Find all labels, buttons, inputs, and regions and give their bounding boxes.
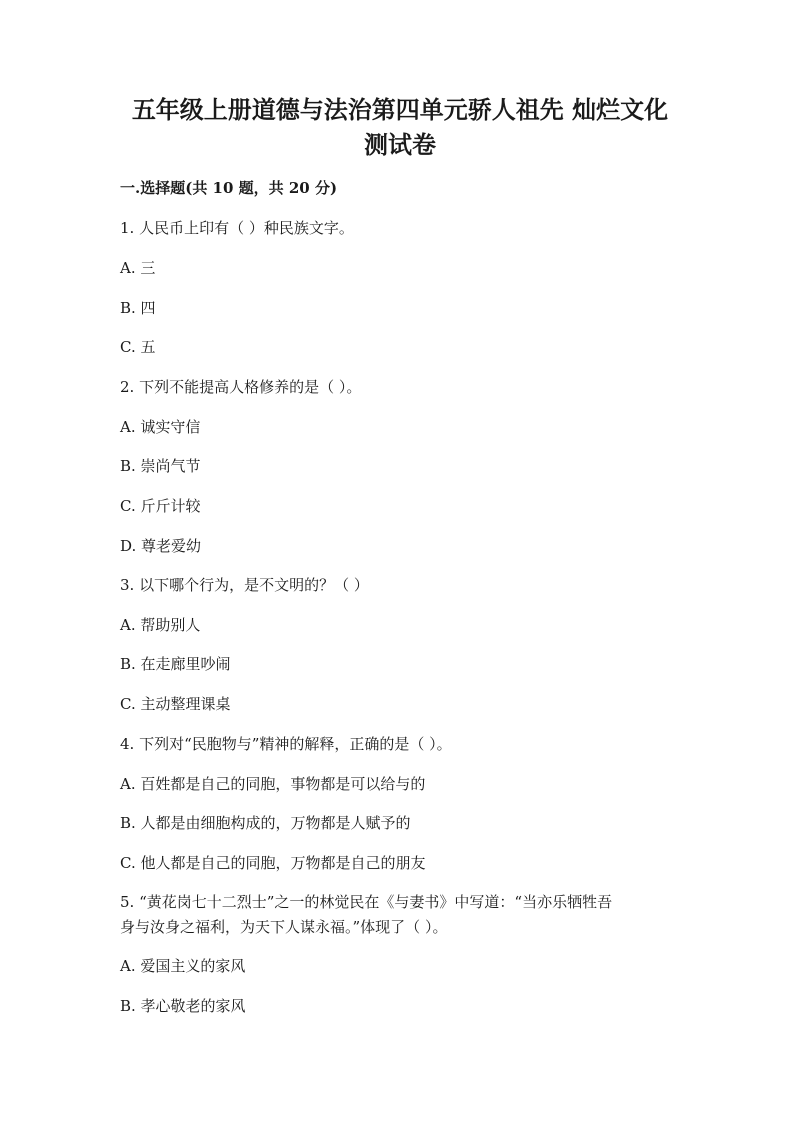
exam-title-line1: 五年级上册道德与法治第四单元骄人祖先 灿烂文化: [131, 95, 669, 124]
question-5-option-b: B. 孝心敬老的家风: [120, 997, 246, 1015]
question-3-option-b: B. 在走廊里吵闹: [120, 655, 231, 673]
question-4-stem: 4. 下列对“民胞物与”精神的解释，正确的是（ ）。: [120, 735, 452, 753]
question-2-option-c: C. 斤斤计较: [120, 497, 201, 515]
question-3-stem: 3. 以下哪个行为，是不文明的？（ ）: [120, 576, 369, 594]
question-1-option-a: A. 三: [120, 259, 156, 277]
question-2-option-d: D. 尊老爱幼: [120, 537, 202, 555]
question-4-option-c: C. 他人都是自己的同胞，万物都是自己的朋友: [120, 854, 426, 872]
question-3-option-c: C. 主动整理课桌: [120, 695, 231, 713]
question-2-option-b: B. 崇尚气节: [120, 457, 201, 475]
section-heading: 一.选择题(共 10 题，共 20 分): [120, 179, 338, 197]
question-2-stem: 2. 下列不能提高人格修养的是（ ）。: [120, 378, 362, 396]
exam-title-line2: 测试卷: [364, 130, 436, 159]
question-5-stem-line2: 身与汝身之福利，为天下人谋永福。”体现了（ ）。: [120, 918, 448, 936]
question-3-option-a: A. 帮助别人: [120, 616, 201, 634]
question-1-option-b: B. 四: [120, 299, 156, 317]
question-4-option-b: B. 人都是由细胞构成的，万物都是人赋予的: [120, 814, 411, 832]
question-4-option-a: A. 百姓都是自己的同胞，事物都是可以给与的: [120, 775, 426, 793]
question-1-stem: 1. 人民币上印有（ ）种民族文字。: [120, 219, 354, 237]
question-1-option-c: C. 五: [120, 338, 156, 356]
question-5-stem-line1: 5. “黄花岗七十二烈士”之一的林觉民在《与妻书》中写道：“当亦乐牺牲吾: [120, 893, 613, 911]
question-2-option-a: A. 诚实守信: [120, 418, 201, 436]
question-5-option-a: A. 爱国主义的家风: [120, 957, 246, 975]
